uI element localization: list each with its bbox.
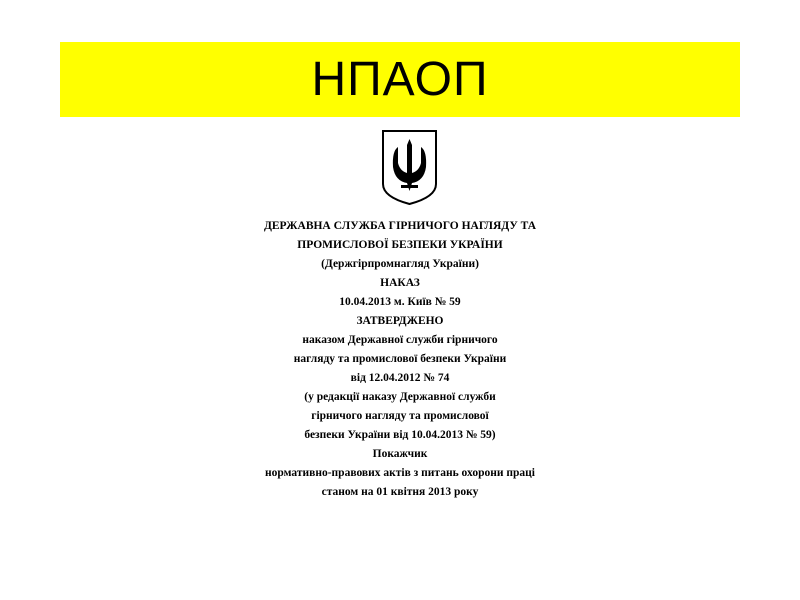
text-line: (Держгірпромнагляд України) bbox=[321, 258, 479, 270]
text-line: станом на 01 квітня 2013 року bbox=[321, 486, 479, 498]
text-line: 10.04.2013 м. Київ № 59 bbox=[339, 296, 461, 308]
coat-of-arms-icon bbox=[381, 129, 438, 206]
document-text bbox=[0, 217, 800, 502]
text-line: (у редакції наказу Державної служби bbox=[304, 391, 496, 403]
text-line: безпеки України від 10.04.2013 № 59) bbox=[304, 429, 496, 441]
text-line: ДЕРЖАВНА СЛУЖБА ГІРНИЧОГО НАГЛЯДУ ТА bbox=[263, 220, 537, 232]
text-line: гірничого нагляду та промислової bbox=[311, 410, 489, 422]
title: НПАОП bbox=[311, 53, 489, 106]
title-banner bbox=[60, 42, 740, 117]
text-line: від 12.04.2012 № 74 bbox=[350, 372, 450, 384]
text-line: наказом Державної служби гірничого bbox=[302, 334, 498, 346]
text-line: НАКАЗ bbox=[380, 277, 420, 289]
text-line: нормативно-правових актів з питань охорони праці bbox=[265, 467, 535, 479]
text-line: ЗАТВЕРДЖЕНО bbox=[356, 315, 444, 327]
text-line: Покажчик bbox=[372, 448, 428, 460]
text-line: нагляду та промислової безпеки України bbox=[293, 353, 507, 365]
text-line: ПРОМИСЛОВОЇ БЕЗПЕКИ УКРАЇНИ bbox=[297, 239, 503, 251]
